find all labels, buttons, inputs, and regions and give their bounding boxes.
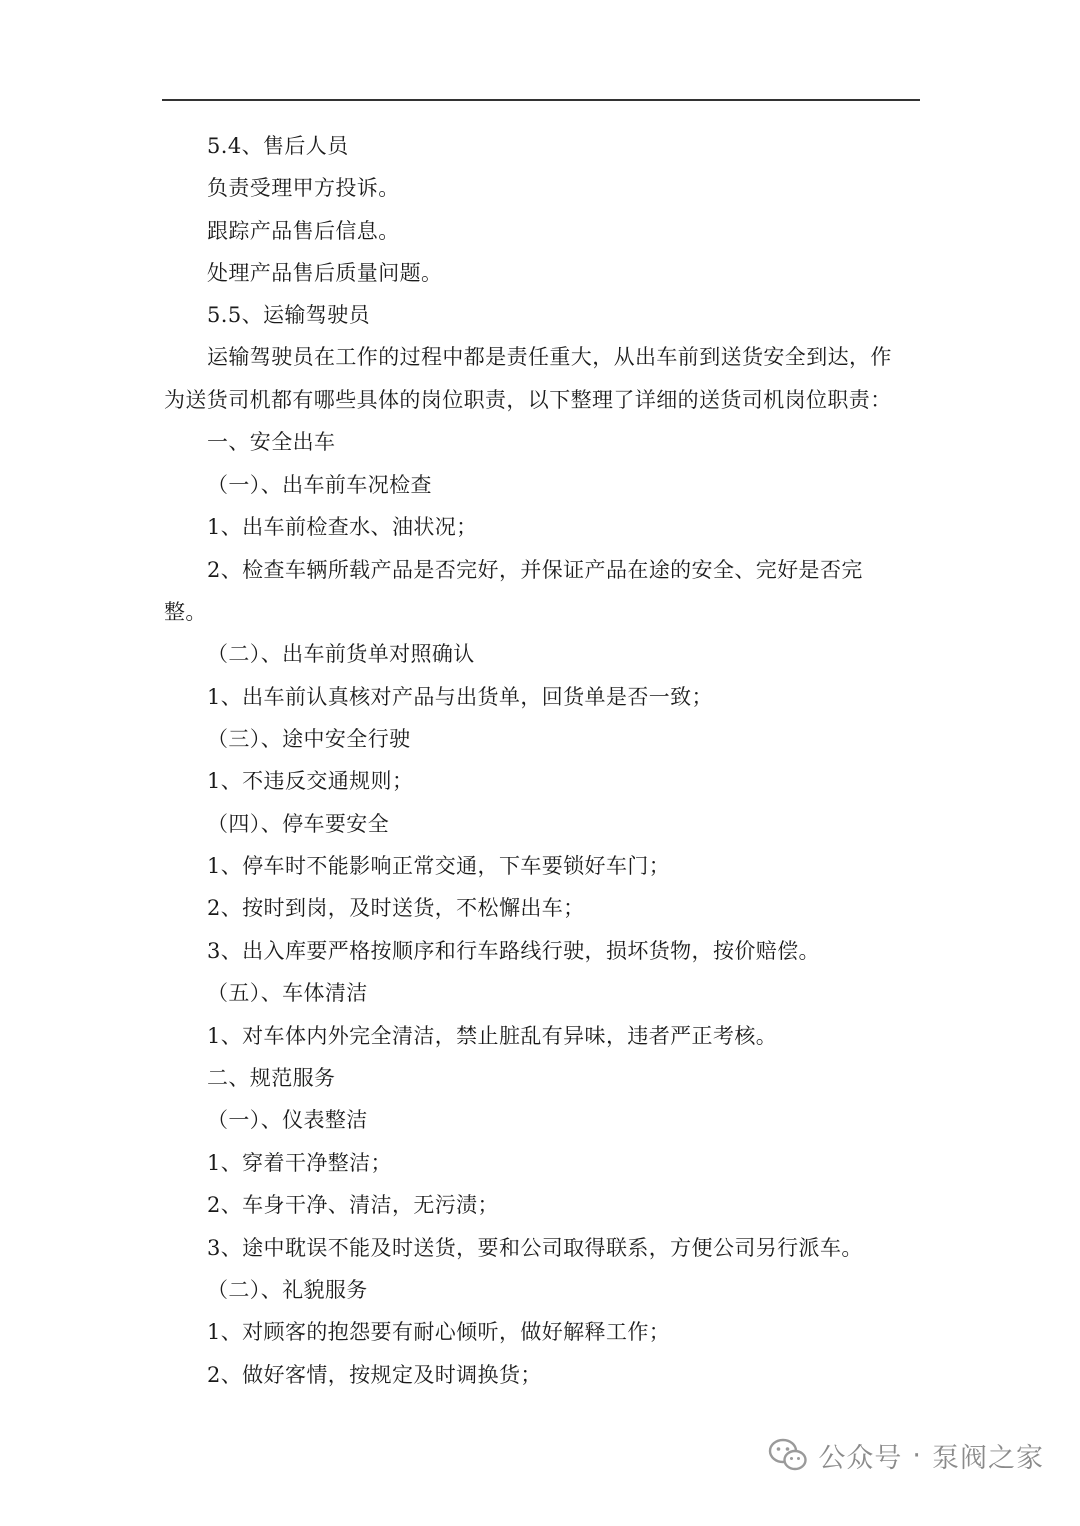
list-item: 3、出入库要严格按顺序和行车路线行驶，损坏货物，按价赔偿。 [207, 939, 820, 963]
subsection-heading: （二）、礼貌服务 [207, 1278, 368, 1302]
paragraph-line: 跟踪产品售后信息。 [207, 219, 400, 243]
paragraph-line: 处理产品售后质量问题。 [207, 261, 443, 285]
section-heading: 5.4、售后人员 [207, 134, 349, 158]
section-heading: 二、规范服务 [207, 1066, 336, 1090]
list-item: 2、做好客情，按规定及时调换货； [207, 1363, 542, 1387]
watermark-label: 公众号 [818, 1442, 903, 1474]
subsection-heading: （三）、途中安全行驶 [207, 727, 411, 751]
list-item: 2、车身干净、清洁，无污渍； [207, 1193, 499, 1217]
list-item: 1、对顾客的抱怨要有耐心倾听，做好解释工作； [207, 1320, 671, 1344]
list-item: 2、按时到岗，及时送货，不松懈出车； [207, 896, 585, 920]
list-item: 1、对车体内外完全清洁，禁止脏乱有异味，违者严正考核。 [207, 1024, 778, 1048]
list-item: 1、穿着干净整洁； [207, 1151, 392, 1175]
paragraph-line: 为送货司机都有哪些具体的岗位职责，以下整理了详细的送货司机岗位职责： [164, 388, 892, 412]
subsection-heading: （二）、出车前货单对照确认 [207, 642, 475, 666]
list-item: 整。 [164, 600, 207, 624]
section-heading: 5.5、运输驾驶员 [207, 303, 370, 327]
header-rule [162, 99, 920, 101]
list-item: 1、停车时不能影响正常交通，下车要锁好车门； [207, 854, 671, 878]
paragraph-line: 运输驾驶员在工作的过程中都是责任重大，从出车前到送货安全到达，作 [207, 345, 892, 369]
paragraph-line: 负责受理甲方投诉。 [207, 176, 400, 200]
list-item: 1、出车前认真核对产品与出货单，回货单是否一致； [207, 685, 713, 709]
list-item: 3、途中耽误不能及时送货，要和公司取得联系，方便公司另行派车。 [207, 1236, 863, 1260]
subsection-heading: （一）、仪表整洁 [207, 1108, 368, 1132]
wechat-icon [768, 1437, 808, 1473]
watermark-account: 泵阀之家 [932, 1442, 1044, 1474]
subsection-heading: （四）、停车要安全 [207, 812, 390, 836]
section-heading: 一、安全出车 [207, 430, 336, 454]
list-item: 2、检查车辆所载产品是否完好，并保证产品在途的安全、完好是否完 [207, 558, 863, 582]
watermark [768, 1435, 1044, 1475]
subsection-heading: （一）、出车前车况检查 [207, 473, 432, 497]
list-item: 1、不违反交通规则； [207, 769, 414, 793]
list-item: 1、出车前检查水、油状况； [207, 515, 478, 539]
subsection-heading: （五）、车体清洁 [207, 981, 368, 1005]
watermark-separator: · [912, 1439, 922, 1471]
